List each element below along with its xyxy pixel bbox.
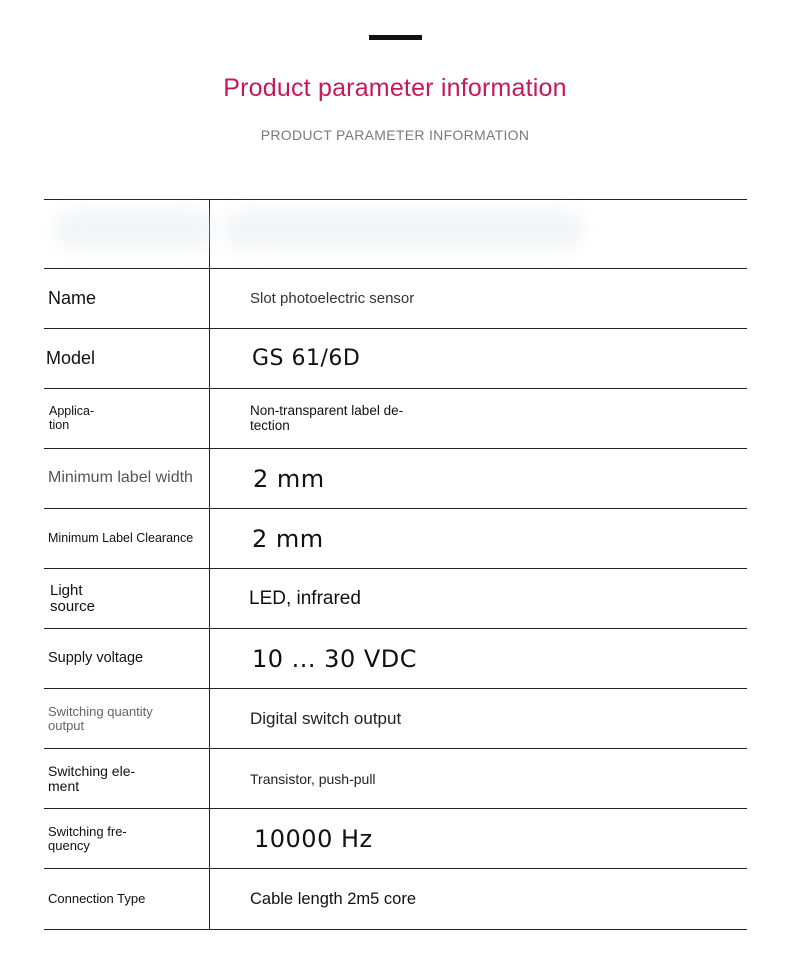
param-value: Transistor, push-pull xyxy=(250,770,376,787)
table-row xyxy=(44,329,747,389)
blurred-watermark xyxy=(224,210,584,250)
table-row xyxy=(44,389,747,449)
page-title: Product parameter information xyxy=(223,74,567,102)
param-value: Cable length 2m5 core xyxy=(250,889,417,908)
param-value: GS 61/6D xyxy=(252,346,361,371)
param-value: 10 ... 30 VDC xyxy=(252,644,418,673)
table-row xyxy=(44,809,747,869)
table-row xyxy=(44,629,747,689)
table-row xyxy=(44,269,747,329)
param-label: Model xyxy=(44,329,210,388)
param-value: 2 mm xyxy=(252,524,324,553)
param-label: Light source xyxy=(44,569,210,628)
table-row xyxy=(44,869,747,930)
param-label: Applica- tion xyxy=(44,389,210,448)
table-row xyxy=(44,569,747,629)
parameter-table xyxy=(44,199,747,930)
decorative-top-bar xyxy=(369,35,422,40)
param-value: 10000 Hz xyxy=(254,824,373,853)
param-value: 2 mm xyxy=(253,464,325,493)
param-value: LED, infrared xyxy=(249,587,361,609)
param-label: Switching fre- quency xyxy=(44,809,210,868)
table-row xyxy=(44,749,747,809)
param-label: Switching ele- ment xyxy=(44,749,210,808)
param-value: Non-transparent label de- tection xyxy=(250,402,404,433)
param-label: Switching quantity output xyxy=(44,689,210,748)
param-label: Minimum Label Clearance xyxy=(44,509,210,568)
table-row xyxy=(44,449,747,509)
blurred-watermark xyxy=(54,210,214,250)
page-subtitle: PRODUCT PARAMETER INFORMATION xyxy=(260,127,530,143)
param-label: Supply voltage xyxy=(44,629,210,688)
param-value: Digital switch output xyxy=(250,708,402,728)
param-label: Connection Type xyxy=(44,869,210,929)
param-value: Slot photoelectric sensor xyxy=(250,290,415,307)
param-label: Minimum label width xyxy=(44,449,210,508)
table-header-row xyxy=(44,200,747,269)
table-row xyxy=(44,509,747,569)
param-label: Name xyxy=(44,269,210,328)
table-row xyxy=(44,689,747,749)
